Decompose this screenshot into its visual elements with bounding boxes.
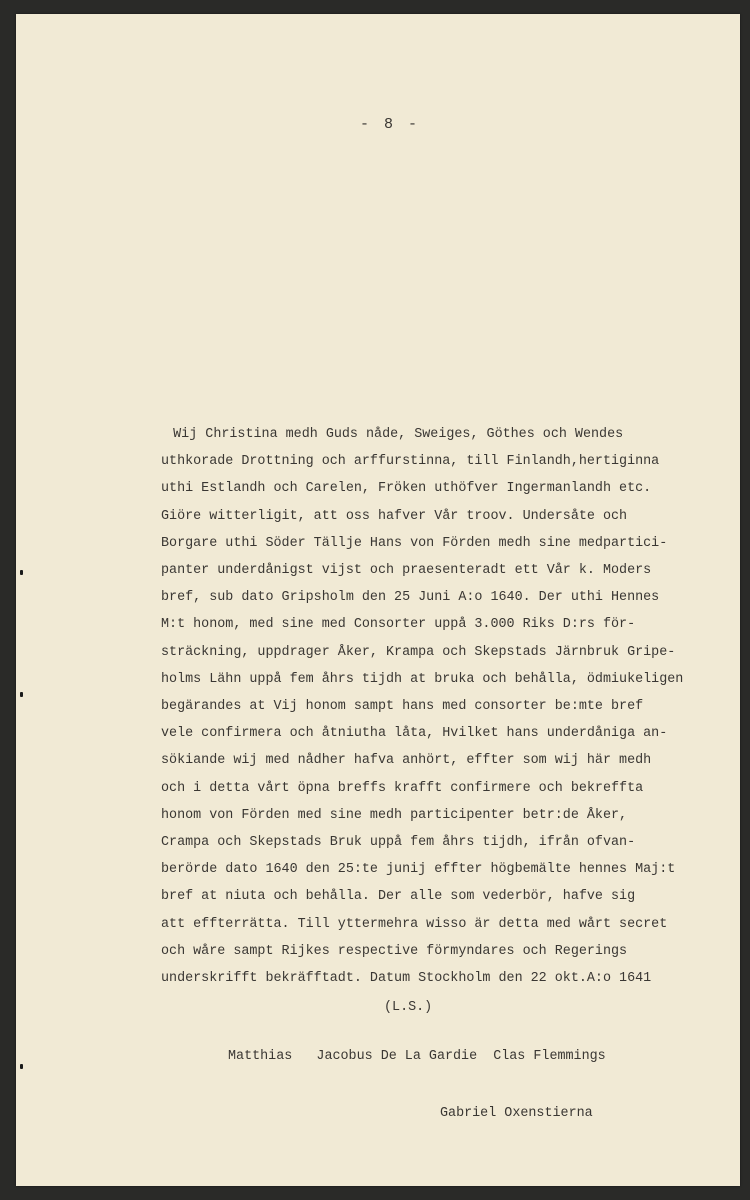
signature-de-la-gardie: Jacobus De La Gardie	[316, 1049, 478, 1064]
body-line: berörde dato 1640 den 25:te junij effter högbemälte hennes Maj:t	[161, 862, 676, 878]
body-line: honom von Förden med sine medh participenter betr:de Åker,	[161, 807, 628, 823]
body-line: underskrifft bekräfftadt. Datum Stockholm den 22 okt.A:o 1641	[161, 971, 652, 987]
letter-body	[141, 421, 721, 992]
margin-mark	[20, 692, 23, 697]
body-line: och i detta vårt öpna breffs krafft confirmere och bekreffta	[161, 780, 644, 796]
body-line: att effterrätta. Till yttermehra wisso är detta med wårt secret	[161, 916, 668, 932]
body-line: uthi Estlandh och Carelen, Fröken uthöfver Ingermanlandh etc.	[161, 481, 652, 497]
body-line: uthkorade Drottning och arffurstinna, till Finlandh,hertiginna	[161, 454, 660, 470]
margin-mark	[20, 1064, 23, 1069]
margin-mark	[20, 570, 23, 575]
body-line: M:t honom, med sine med Consorter uppå 3.000 Riks D:rs för-	[161, 617, 636, 633]
document-page	[16, 14, 740, 1186]
signature-oxenstierna: Gabriel Oxenstierna	[440, 1106, 593, 1121]
body-line: Wij Christina medh Guds nåde, Sweiges, Göthes och Wendes	[141, 427, 624, 442]
body-line: begärandes at Vij honom sampt hans med consorter be:mte bref	[161, 699, 644, 715]
signature-matthias: Matthias	[228, 1049, 293, 1064]
body-line: Borgare uthi Söder Tällje Hans von Förden medh sine medpartici-	[161, 535, 668, 551]
body-line: bref, sub dato Gripsholm den 25 Juni A:o 1640. Der uthi Hennes	[161, 590, 660, 606]
seal-mark: (L.S.)	[384, 1000, 433, 1015]
body-line: och wåre sampt Rijkes respective förmyndares och Regerings	[161, 943, 628, 959]
body-line: vele confirmera och åtniutha låta, Hvilket hans underdåniga an-	[161, 726, 668, 742]
body-line: panter underdånigst vijst och praesenteradt ett Vår k. Moders	[161, 563, 652, 579]
body-line: sträckning, uppdrager Åker, Krampa och Skepstads Järnbruk Gripe-	[161, 644, 676, 660]
signature-flemmings: Clas Flemmings	[493, 1049, 606, 1064]
body-line: holms Lähn uppå fem åhrs tijdh at bruka och behålla, ödmiukeligen	[161, 671, 684, 687]
body-line: sökiande wij med nådher hafva anhört, effter som wij här medh	[161, 753, 652, 769]
body-line: Crampa och Skepstads Bruk uppå fem åhrs tijdh, ifrån ofvan-	[161, 835, 636, 851]
signatures-row	[228, 1049, 606, 1064]
body-line: bref at niuta och behålla. Der alle som vederbör, hafve sig	[161, 889, 636, 905]
page-number: - 8 -	[359, 116, 420, 133]
body-line: Giöre witterligit, att oss hafver Vår troov. Undersåte och	[161, 508, 628, 524]
